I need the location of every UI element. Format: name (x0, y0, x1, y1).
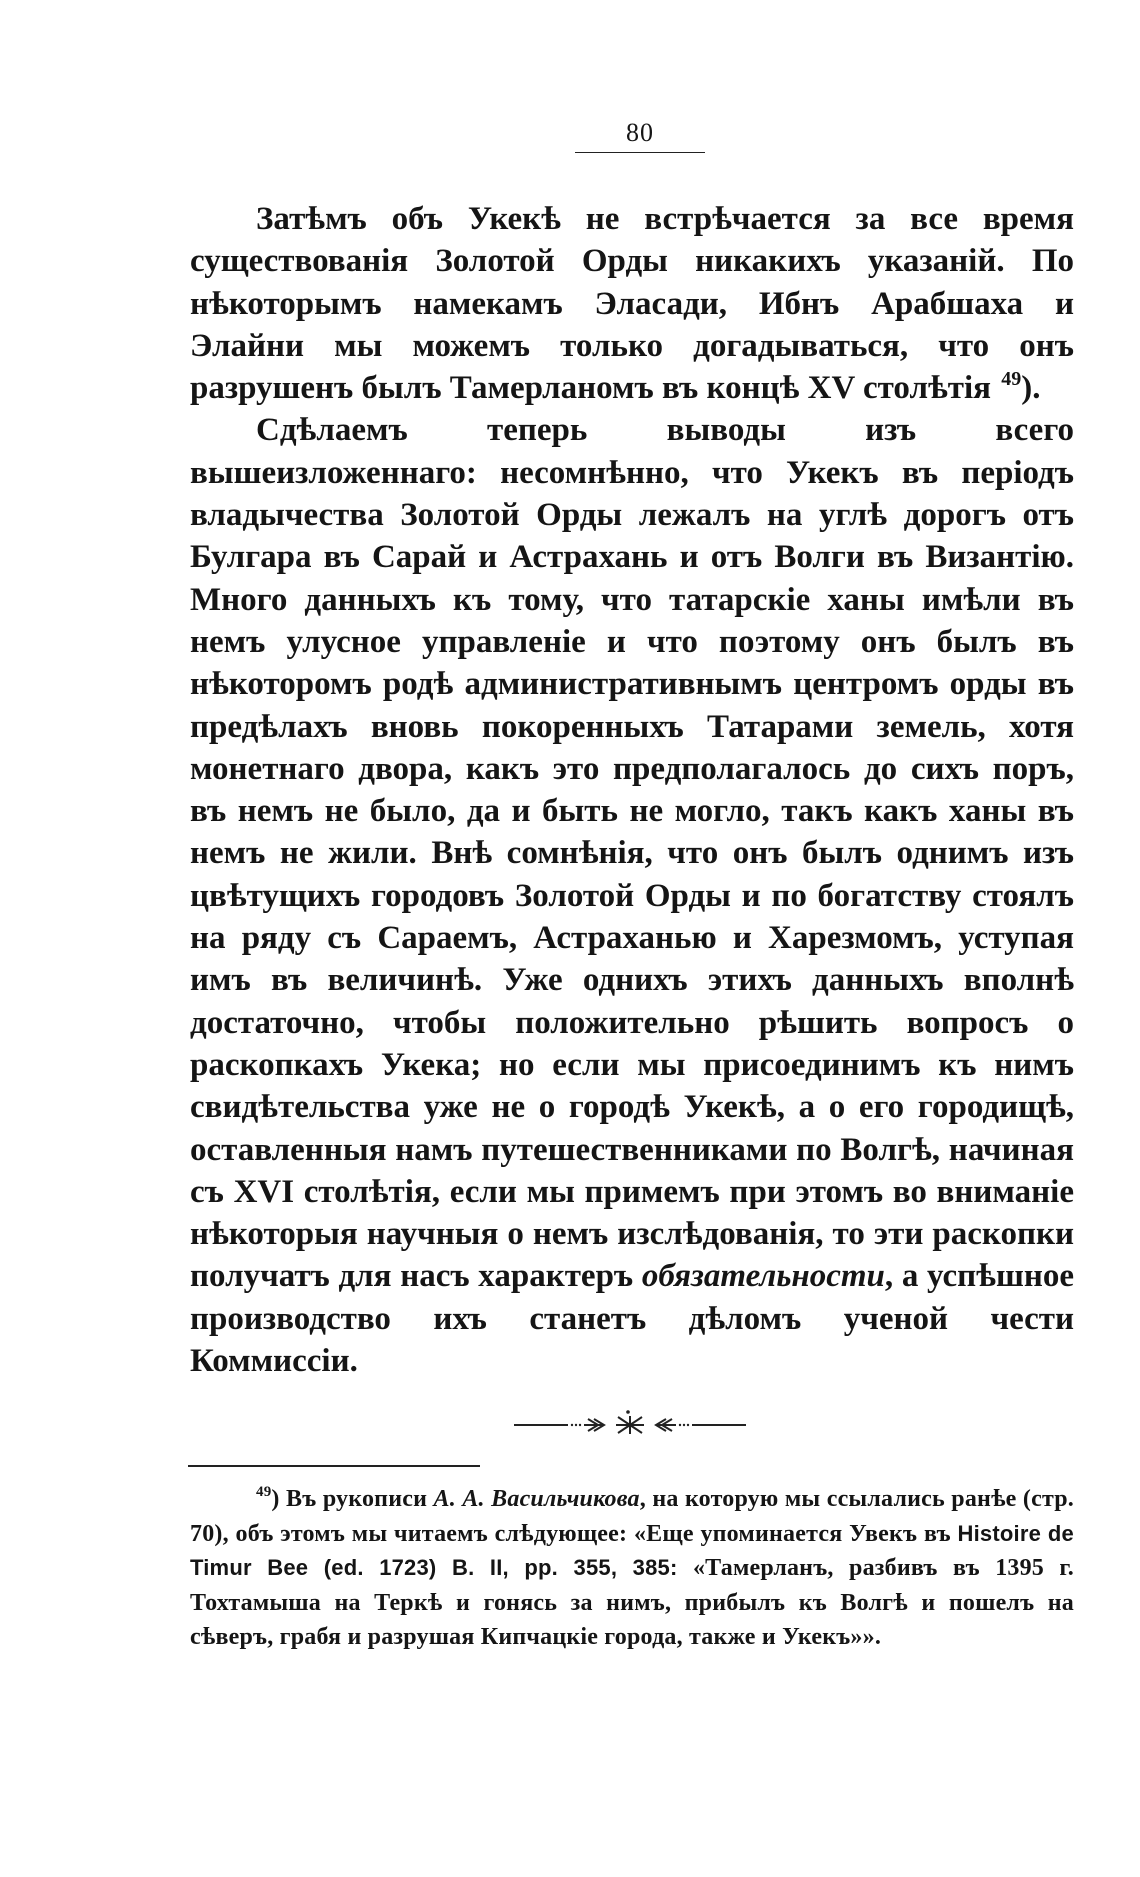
footnote-49 (190, 1482, 1074, 1655)
header-rule (575, 152, 705, 153)
paragraph-2-end: , а успѣшное производство ихъ станетъ дѣломъ ученой чести Коммиссіи. (190, 1258, 1074, 1380)
paragraph-1-text: Затѣмъ объ Укекѣ не встрѣчается за все время существованія Золотой Орды никакихъ указаній. По нѣкоторымъ намекамъ Эласади, Ибнъ Арабшаха и Элайни мы можемъ только догадываться, что онъ разрушенъ былъ Тамерланомъ въ концѣ XV столѣтія (190, 201, 1074, 407)
footnote-separator (188, 1465, 480, 1467)
paragraph-2-text: Сдѣлаемъ теперь выводы изъ всего вышеизложеннаго: несомнѣнно, что Укекъ въ періодъ владычества Золотой Орды лежалъ на углѣ дорогъ отъ Булгара въ Сарай и Астрахань и отъ Волги въ Византію. Много данныхъ къ тому, что татарскіе ханы имѣли въ немъ улусное управленіе и что поэтому онъ былъ въ нѣкоторомъ родѣ административнымъ центромъ орды въ предѣлахъ вновь покоренныхъ Татарами земель, хотя монетнаго двора, какъ это предполагалось до сихъ поръ, въ немъ не было, да и быть не могло, такъ какъ ханы въ немъ не жили. Внѣ сомнѣнія, что онъ былъ однимъ изъ цвѣтущихъ городовъ Золотой Орды и по богатству стоялъ на ряду съ Сараемъ, Астраханью и Харезмомъ, уступая имъ въ величинѣ. Уже однихъ этихъ данныхъ вполнѣ достаточно, чтобы положительно рѣшить вопросъ о раскопкахъ Укека; но если мы присоединимъ къ нимъ свидѣтельства уже не о городѣ Укекѣ, а о его городищѣ, оставленныя намъ путешественниками по Волгѣ, начиная съ XVI столѣтія, если мы примемъ при этомъ во вниманіе нѣкоторыя научныя о немъ изслѣдованія, то эти раскопки получатъ для насъ характеръ (190, 412, 1074, 1295)
footnote-marker: 49 (256, 1484, 272, 1500)
footnote-text-3: «Тамерланъ, разбивъ въ 1395 г. Тохтамыша на Теркѣ и гонясь за нимъ, прибылъ къ Волгѣ и пошелъ на сѣверъ, грабя и разрушая Кипчацкіе города, также и Укекъ»». (190, 1555, 1075, 1650)
footnote (190, 1482, 1074, 1655)
page-number: 80 (626, 118, 654, 147)
emphasized-word: обязательности (641, 1258, 885, 1295)
page-header (570, 118, 710, 153)
paragraph-1-end: ). (1021, 370, 1041, 407)
footnote-citation: Histoire de Timur Bee (ed. 1723) B. II, pp. 355, 385: (190, 1520, 1074, 1580)
main-text (190, 198, 1074, 1382)
paragraph-1 (190, 198, 1074, 409)
section-ornament (510, 1408, 750, 1436)
footnote-author: А. А. Васильчикова (433, 1486, 640, 1512)
footnote-text-2: , на которую мы ссылались ранѣе (стр. 70), объ этомъ мы читаемъ слѣдующее: «Еще упоминается Увекъ въ (190, 1486, 1075, 1547)
footnote-text-1: ) Въ рукописи (271, 1486, 428, 1512)
footnote-reference: 49 (1001, 368, 1022, 391)
paragraph-2 (190, 409, 1074, 1382)
